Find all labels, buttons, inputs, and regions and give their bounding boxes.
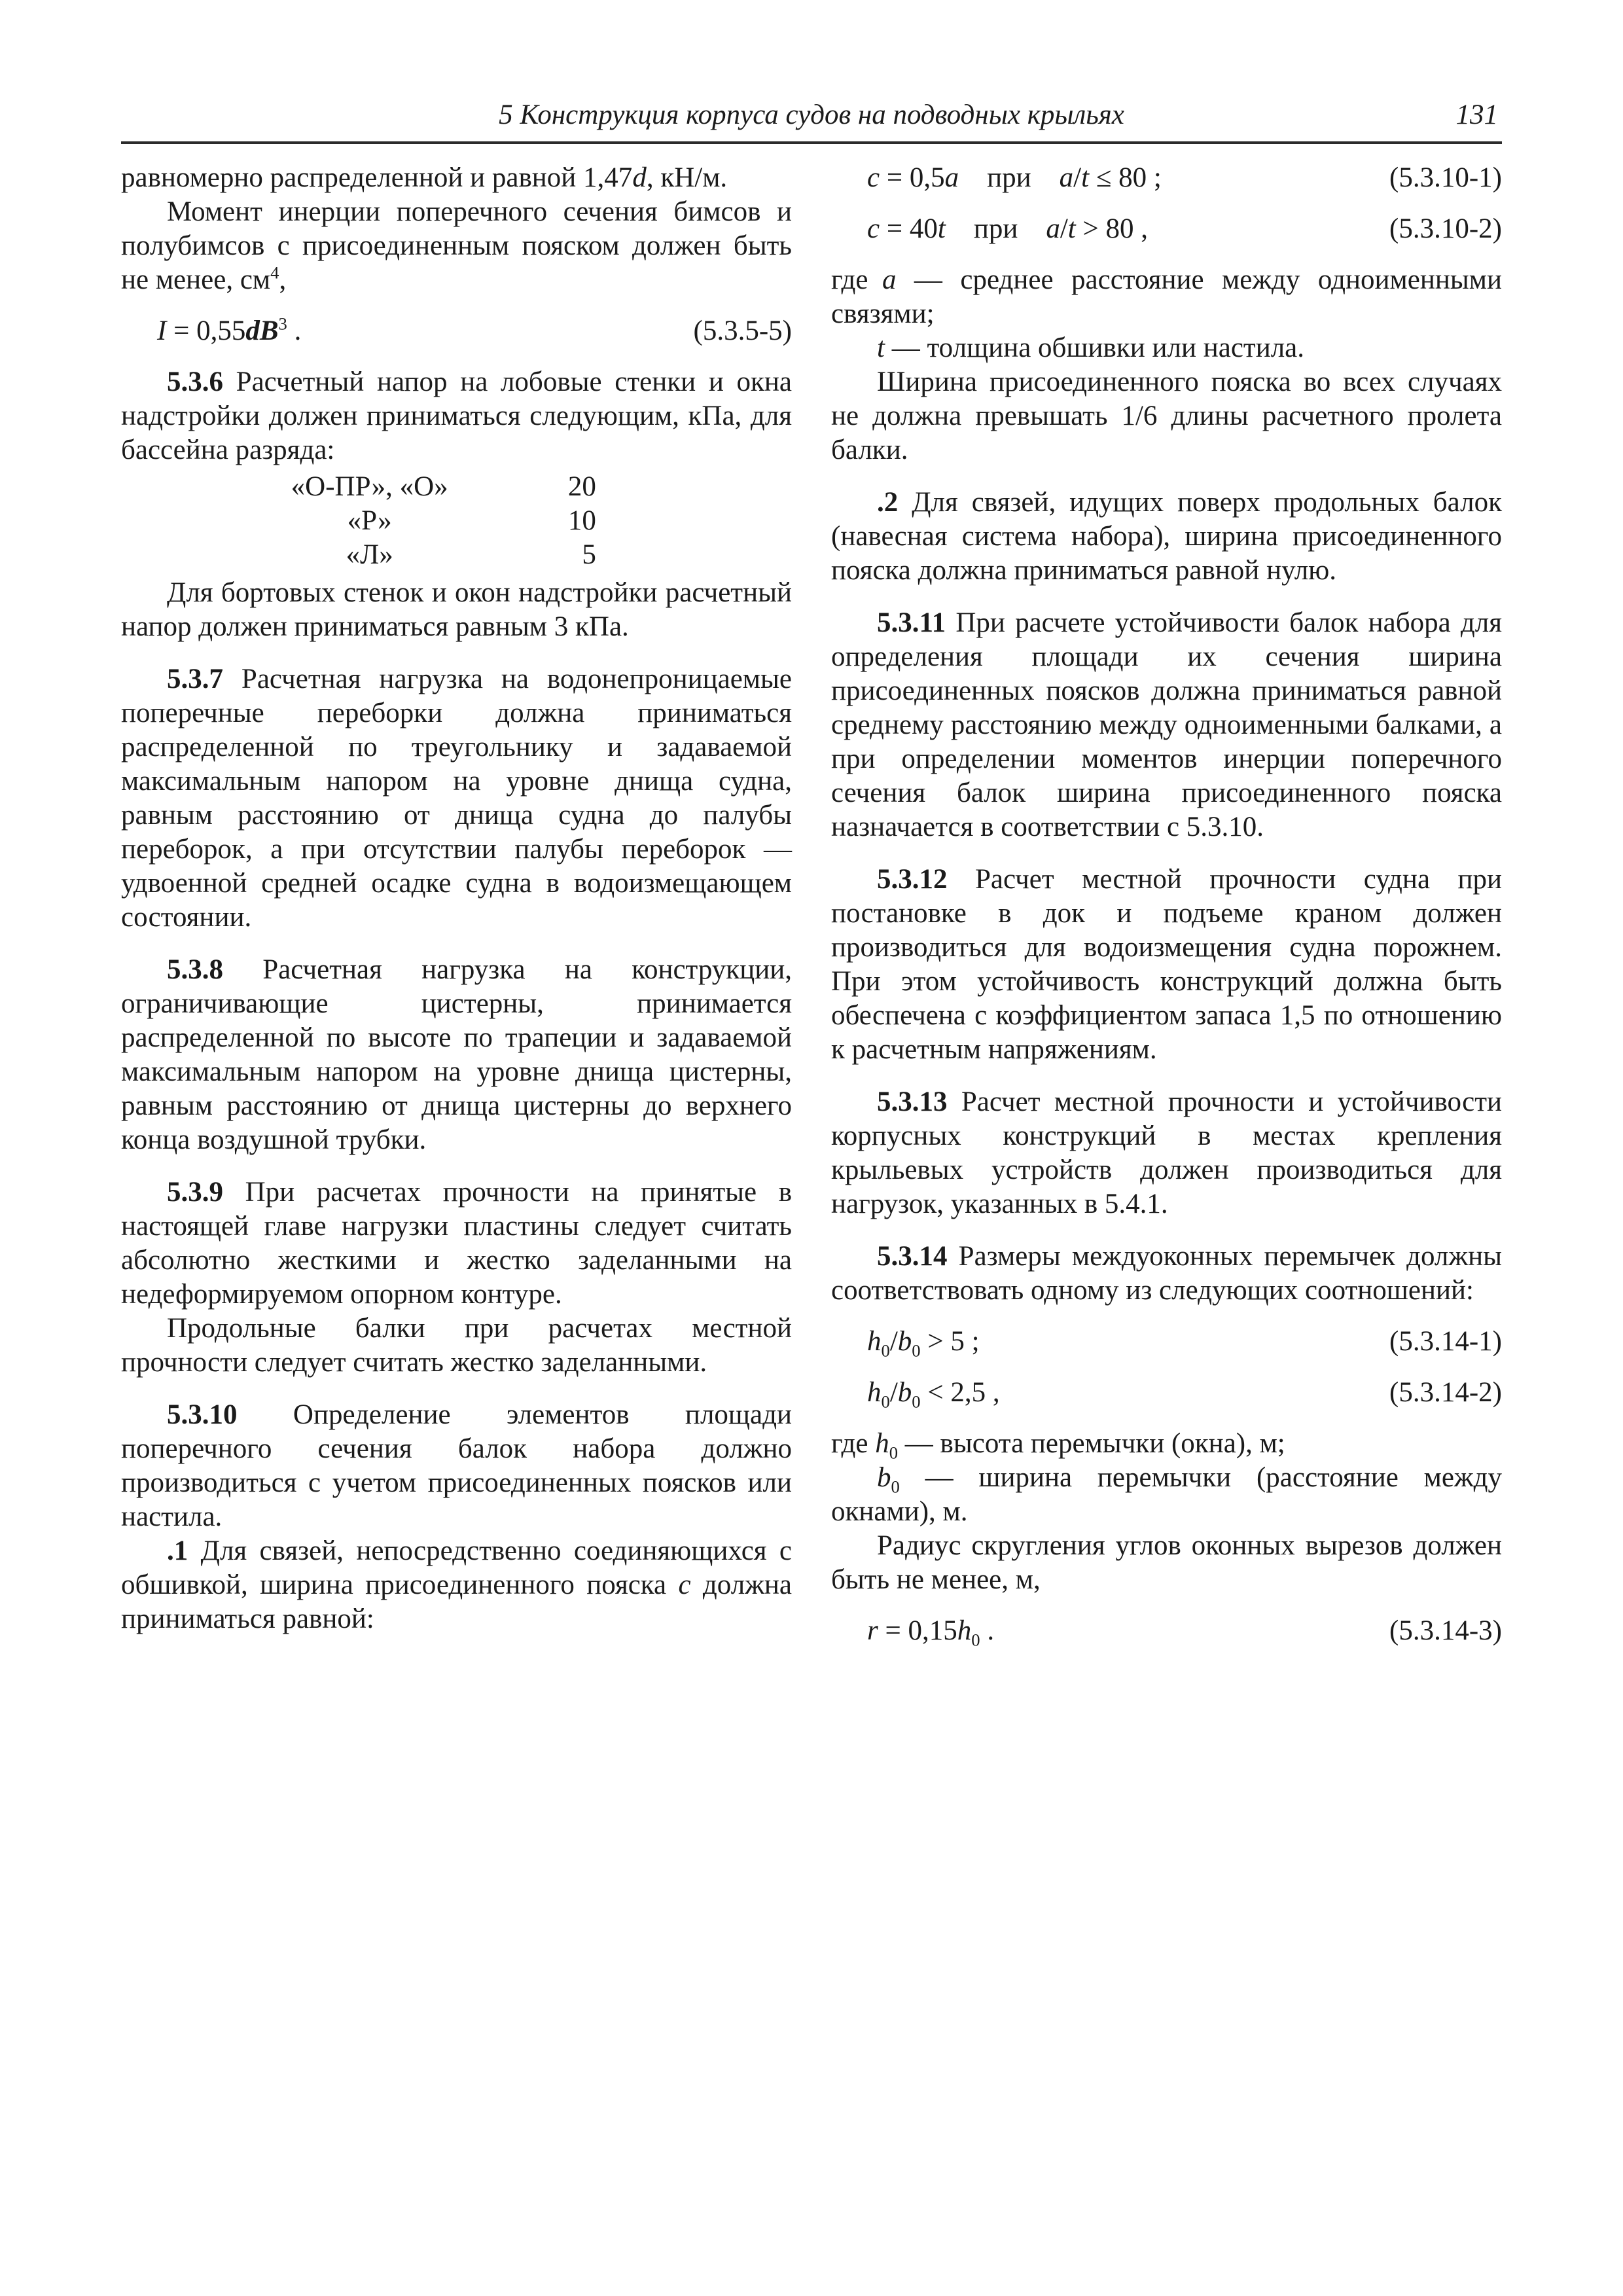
formula-5-3-14-1 (831, 1325, 1502, 1359)
para-5-3-6 (121, 365, 792, 467)
text-segment: d (632, 162, 647, 193)
pressure-value: 20 (567, 471, 596, 502)
text-segment: 0 (971, 1630, 980, 1650)
pressure-table-row (215, 504, 698, 538)
para-where-t (831, 331, 1502, 365)
text-segment: Определение элементов площади поперечного сечения балок набора должно производиться с учетом присоединенных поясков или настила. (121, 1399, 792, 1532)
text-segment: 5.3.11 (877, 607, 946, 638)
para-5-3-14 (831, 1240, 1502, 1308)
text-segment: Расчетная нагрузка на конструкции, ограничивающие цистерны, принимается распределенной по высоте по трапеции и задаваемой максимальным напором на уровне днища цистерны, равным расстоянию от днища цистерны до верхнего конца воздушной трубки. (121, 954, 792, 1155)
para-corner-radius (831, 1529, 1502, 1597)
pressure-value: 5 (582, 539, 596, 570)
para-flange-width-limit (831, 365, 1502, 467)
text-segment: 0 (881, 1340, 890, 1361)
text-segment: равномерно распределенной и равной 1,47 (121, 162, 633, 193)
text-segment: t (877, 332, 885, 363)
para-5-3-13 (831, 1085, 1502, 1221)
text-segment: c (867, 213, 880, 244)
text-segment: Для бортовых стенок и окон надстройки расчетный напор должен приниматься равным 3 кПа. (121, 577, 792, 642)
text-segment: При расчетах прочности на принятые в настоящей главе нагрузки пластины следует считать абсолютно жесткими и жестко заделанными на недеформируемом опорном контуре. (121, 1177, 792, 1310)
para-5-3-8 (121, 953, 792, 1157)
text-segment: где (831, 264, 882, 295)
text-segment: c (678, 1570, 691, 1600)
text-segment: a (882, 264, 897, 295)
equation-number: (5.3.10-1) (1389, 162, 1502, 193)
text-segment: h (875, 1428, 889, 1459)
formula-5-3-10-2 (831, 212, 1502, 246)
text-segment: b (877, 1462, 891, 1493)
text-segment: Расчетный напор на лобовые стенки и окна надстройки должен приниматься следующим, кПа, для бассейна разряда: (121, 367, 792, 465)
text-segment: , кН/м. (646, 162, 728, 193)
text-segment: должна приниматься равной: (121, 1570, 792, 1634)
para-where-a (831, 263, 1502, 331)
text-segment: 0 (889, 1443, 899, 1463)
text-segment: > 5 ; (920, 1326, 980, 1357)
text-segment: — среднее расстояние между одноименными связями; (831, 264, 1502, 329)
para-where-h0 (831, 1427, 1502, 1461)
pressure-value: 10 (567, 505, 596, 536)
text-segment: = 0,55 (166, 315, 246, 346)
text-segment: 5.3.12 (877, 864, 948, 895)
right-column (831, 161, 1502, 1665)
pressure-table-row (215, 538, 698, 572)
text-segment: — толщина обшивки или настила. (884, 332, 1305, 363)
para-5-3-9 (121, 1175, 792, 1312)
text-segment: где (831, 1428, 876, 1459)
text-segment: Расчет местной прочности судна при постановке в док и подъеме краном должен производиться для водоизмещения судна порожнем. При этом устойчивость конструкций должна быть обеспечена с коэффициентом запаса 1,5 по отношению к расчетным напряжениям. (831, 864, 1502, 1065)
text-segment: b (897, 1377, 912, 1408)
text-segment: / (889, 1326, 898, 1357)
text-segment: 0 (912, 1340, 921, 1361)
para-5-3-7 (121, 662, 792, 935)
para-longitudinal-beams (121, 1312, 792, 1380)
left-column (121, 161, 792, 1665)
text-segment: . (287, 315, 302, 346)
equation-number: (5.3.5-5) (693, 315, 792, 346)
text-segment: при (945, 213, 1046, 244)
running-head (121, 98, 1502, 144)
text-segment: 4 (270, 262, 279, 283)
text-segment: . (980, 1615, 995, 1646)
text-segment: При расчете устойчивости балок набора для определения площади их сечения ширина присоединенных поясков должна приниматься равной среднему расстоянию между одноименными балками, а при определении моментов инерции поперечного сечения балок ширина присоединенного пояска назначается в соответствии с 5.3.10. (831, 607, 1502, 842)
text-segment: r (867, 1615, 878, 1646)
text-segment: , (279, 264, 287, 295)
text-segment: t (1067, 213, 1076, 244)
text-segment: dB (245, 315, 279, 346)
text-segment: h (867, 1326, 882, 1357)
formula-expression (867, 1325, 980, 1359)
para-5-3-10-1 (121, 1534, 792, 1636)
text-segment: 5.3.13 (877, 1086, 948, 1117)
text-segment: a (944, 162, 959, 193)
text-segment: 3 (278, 314, 287, 334)
text-segment: .2 (877, 487, 899, 518)
text-segment: < 2,5 , (920, 1377, 1000, 1408)
formula-expression (867, 1376, 1000, 1410)
basin-class-label: «Л» (346, 539, 393, 570)
para-5-3-12 (831, 863, 1502, 1067)
pressure-table (215, 470, 698, 572)
formula-5-3-14-3 (831, 1614, 1502, 1648)
text-segment: a (1046, 213, 1060, 244)
text-segment: > 80 , (1075, 213, 1149, 244)
text-segment: Для связей, идущих поверх продольных балок (навесная система набора), ширина присоединенного пояска должна приниматься равной нулю. (831, 487, 1502, 586)
formula-5-3-10-1 (831, 161, 1502, 195)
text-segment: t (1081, 162, 1090, 193)
text-segment: 5.3.14 (877, 1241, 948, 1272)
text-segment: Момент инерции поперечного сечения бимсов и полубимсов с присоединенным пояском должен быть не менее, см (121, 196, 792, 295)
para-5-3-11 (831, 606, 1502, 844)
chapter-title: 5 Конструкция корпуса судов на подводных крыльях (499, 99, 1124, 130)
para-side-walls (121, 576, 792, 644)
text-segment: 0 (891, 1477, 900, 1497)
text-segment: Радиус скругления углов оконных вырезов должен быть не менее, м, (831, 1530, 1502, 1595)
text-segment: Расчетная нагрузка на водонепроницаемые поперечные переборки должна приниматься распределенной по треугольнику и задаваемой максимальным напором на уровне днища судна, равным расстоянию от днища судна до палубы переборок, а при отсутствии палубы переборок — удвоенной средней осадке судна в водоизмещающем состоянии. (121, 664, 792, 933)
para-continuation (121, 161, 792, 195)
text-segment: 0 (881, 1391, 890, 1412)
text-segment: 5.3.7 (167, 664, 223, 694)
text-segment: 5.3.9 (167, 1177, 223, 1208)
text-segment: / (1060, 213, 1068, 244)
text-segment: 0 (912, 1391, 921, 1412)
text-segment: Расчет местной прочности и устойчивости корпусных конструкций в местах крепления крыльевых устройств должен производиться для нагрузок, указанных в 5.4.1. (831, 1086, 1502, 1219)
para-5-3-10-2 (831, 486, 1502, 588)
formula-5-3-5-5 (121, 314, 792, 348)
text-segment: = 0,15 (878, 1615, 957, 1646)
text-segment: — высота перемычки (окна), м; (898, 1428, 1285, 1459)
para-moment-inertia (121, 195, 792, 297)
text-segment: Размеры междуоконных перемычек должны соответствовать одному из следующих соотношений: (831, 1241, 1502, 1306)
equation-number: (5.3.14-3) (1389, 1615, 1502, 1646)
text-segment: h (867, 1377, 882, 1408)
text-segment: ≤ 80 ; (1089, 162, 1162, 193)
text-segment: / (1073, 162, 1082, 193)
para-where-b0 (831, 1461, 1502, 1529)
text-segment: = 40 (880, 213, 938, 244)
equation-number: (5.3.10-2) (1389, 213, 1502, 244)
text-segment: 5.3.10 (167, 1399, 238, 1430)
formula-5-3-14-2 (831, 1376, 1502, 1410)
formula-expression (867, 212, 1148, 246)
formula-expression (867, 1614, 994, 1648)
formula-expression (867, 161, 1162, 195)
text-segment: при (959, 162, 1060, 193)
para-5-3-10 (121, 1398, 792, 1534)
text-segment: t (937, 213, 946, 244)
text-segment: Ширина присоединенного пояска во всех случаях не должна превышать 1/6 длины расчетного пролета балки. (831, 367, 1502, 465)
text-segment: — ширина перемычки (расстояние между окнами), м. (831, 1462, 1502, 1527)
two-column-text-block (121, 161, 1502, 1665)
formula-expression (157, 314, 301, 348)
text-segment: a (1059, 162, 1074, 193)
text-segment: = 0,5 (880, 162, 945, 193)
text-segment: Для связей, непосредственно соединяющихся с обшивкой, ширина присоединенного пояска (121, 1535, 792, 1600)
text-segment: 5.3.8 (167, 954, 223, 985)
text-segment: 5.3.6 (167, 367, 223, 397)
text-segment: / (889, 1377, 898, 1408)
text-segment: I (157, 315, 167, 346)
basin-class-label: «Р» (347, 505, 392, 536)
text-segment: h (957, 1615, 972, 1646)
text-segment: Продольные балки при расчетах местной прочности следует считать жестко заделанными. (121, 1313, 792, 1378)
page-number: 131 (1455, 99, 1498, 130)
equation-number: (5.3.14-1) (1389, 1326, 1502, 1357)
text-segment: .1 (167, 1535, 188, 1566)
basin-class-label: «О-ПР», «О» (291, 471, 448, 502)
text-segment: c (867, 162, 880, 193)
text-segment: b (897, 1326, 912, 1357)
equation-number: (5.3.14-2) (1389, 1377, 1502, 1408)
pressure-table-row (215, 470, 698, 504)
